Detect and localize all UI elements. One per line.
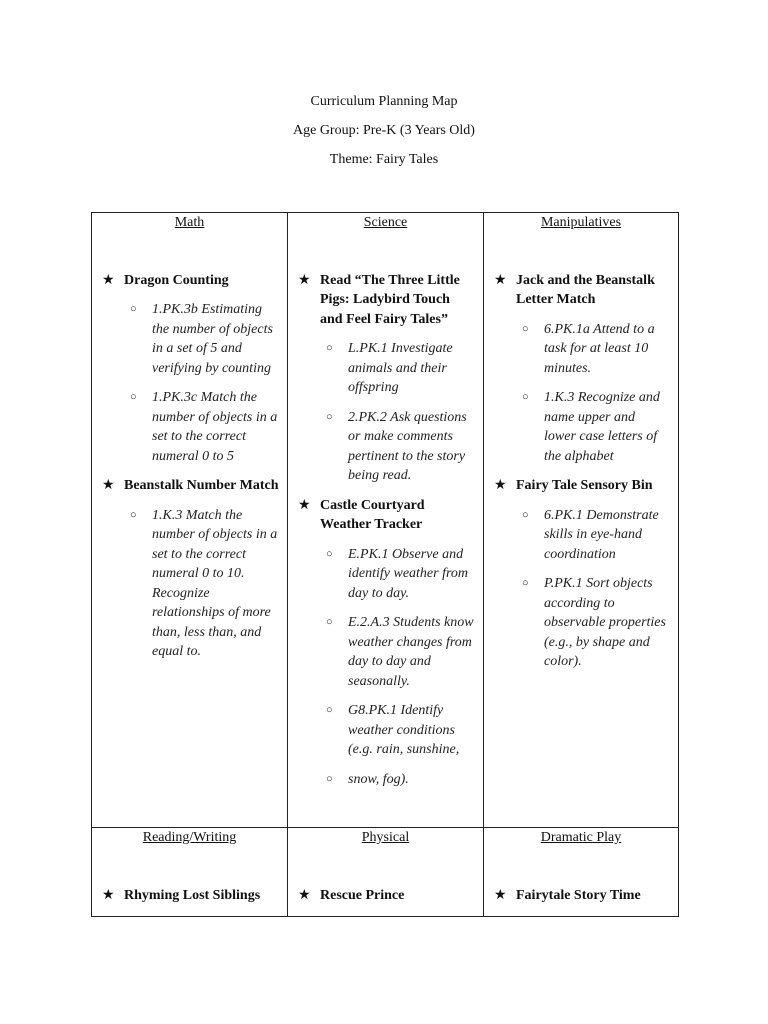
column-heading-math: Math	[174, 215, 205, 230]
dramatic-play-cell	[484, 828, 679, 917]
activity: ★ Fairy Tale Sensory Bin	[494, 476, 670, 496]
table-row	[92, 213, 679, 828]
column-heading-reading-writing: Reading/Writing	[142, 830, 237, 845]
activity: ★ Rescue Prince	[298, 886, 475, 906]
manipulatives-cell	[484, 213, 679, 828]
standard: ○ 1.K.3 Match the number of objects in a set to the correct numeral 0 to 10. Recognize relationships of more than, less than, and equal to.	[130, 506, 279, 662]
circle-bullet-icon: ○	[326, 772, 333, 785]
circle-bullet-icon: ○	[326, 342, 333, 354]
circle-bullet-icon: ○	[522, 577, 529, 589]
column-heading-manipulatives: Manipulatives	[540, 215, 622, 230]
curriculum-table	[91, 212, 679, 917]
star-icon: ★	[102, 272, 115, 288]
standard: ○ snow, fog).	[326, 770, 475, 790]
activity: ★ Rhyming Lost Siblings	[102, 886, 279, 906]
circle-bullet-icon: ○	[522, 391, 529, 403]
column-heading-physical: Physical	[361, 830, 410, 845]
star-icon: ★	[298, 887, 311, 903]
standard: ○ 2.PK.2 Ask questions or make comments pertinent to the story being read.	[326, 408, 475, 486]
age-group: Age Group: Pre-K (3 Years Old)	[293, 123, 475, 138]
standard: ○ 1.K.3 Recognize and name upper and lower case letters of the alphabet	[522, 388, 670, 466]
standard: ○ E.PK.1 Observe and identify weather from day to day.	[326, 545, 475, 604]
standard: ○ 1.PK.3c Match the number of objects in a set to the correct numeral 0 to 5	[130, 388, 279, 466]
star-icon: ★	[298, 497, 311, 513]
star-icon: ★	[494, 272, 507, 288]
star-icon: ★	[494, 478, 507, 493]
activity: ★ Read “The Three Little Pigs: Ladybird Touch and Feel Fairy Tales”	[298, 271, 475, 330]
circle-bullet-icon: ○	[326, 704, 333, 716]
activity: ★ Dragon Counting	[102, 271, 279, 291]
math-cell	[92, 213, 288, 828]
science-cell	[288, 213, 484, 828]
reading-writing-cell	[92, 828, 288, 917]
standard: ○ G8.PK.1 Identify weather conditions (e.g. rain, sunshine,	[326, 701, 475, 760]
circle-bullet-icon: ○	[130, 391, 137, 403]
standard: ○ E.2.A.3 Students know weather changes from day to day and seasonally.	[326, 613, 475, 691]
theme: Theme: Fairy Tales	[329, 152, 439, 167]
star-icon: ★	[102, 478, 115, 493]
circle-bullet-icon: ○	[326, 410, 333, 423]
column-heading-science: Science	[363, 215, 408, 230]
circle-bullet-icon: ○	[522, 322, 529, 335]
document-title: Curriculum Planning Map	[310, 94, 458, 109]
star-icon: ★	[298, 272, 311, 288]
standard: ○ 6.PK.1 Demonstrate skills in eye-hand coordination	[522, 506, 670, 565]
star-icon: ★	[102, 887, 115, 903]
activity: ★ Fairytale Story Time	[494, 886, 670, 906]
standard: ○ 6.PK.1a Attend to a task for at least 10 minutes.	[522, 320, 670, 379]
activity: ★ Beanstalk Number Match	[102, 476, 279, 496]
physical-cell	[288, 828, 484, 917]
circle-bullet-icon: ○	[130, 508, 137, 521]
column-heading-dramatic-play: Dramatic Play	[540, 830, 622, 845]
circle-bullet-icon: ○	[522, 508, 529, 521]
circle-bullet-icon: ○	[130, 303, 137, 315]
standard: ○ 1.PK.3b Estimating the number of objects in a set of 5 and verifying by counting	[130, 300, 279, 378]
circle-bullet-icon: ○	[326, 616, 333, 628]
circle-bullet-icon: ○	[326, 547, 333, 560]
standard: ○ P.PK.1 Sort objects according to observable properties (e.g., by shape and color).	[522, 574, 670, 672]
activity: ★ Jack and the Beanstalk Letter Match	[494, 271, 670, 310]
standard: ○ L.PK.1 Investigate animals and their offspring	[326, 339, 475, 398]
activity: ★ Castle Courtyard Weather Tracker	[298, 496, 475, 535]
star-icon: ★	[494, 887, 507, 903]
table-row	[92, 828, 679, 917]
